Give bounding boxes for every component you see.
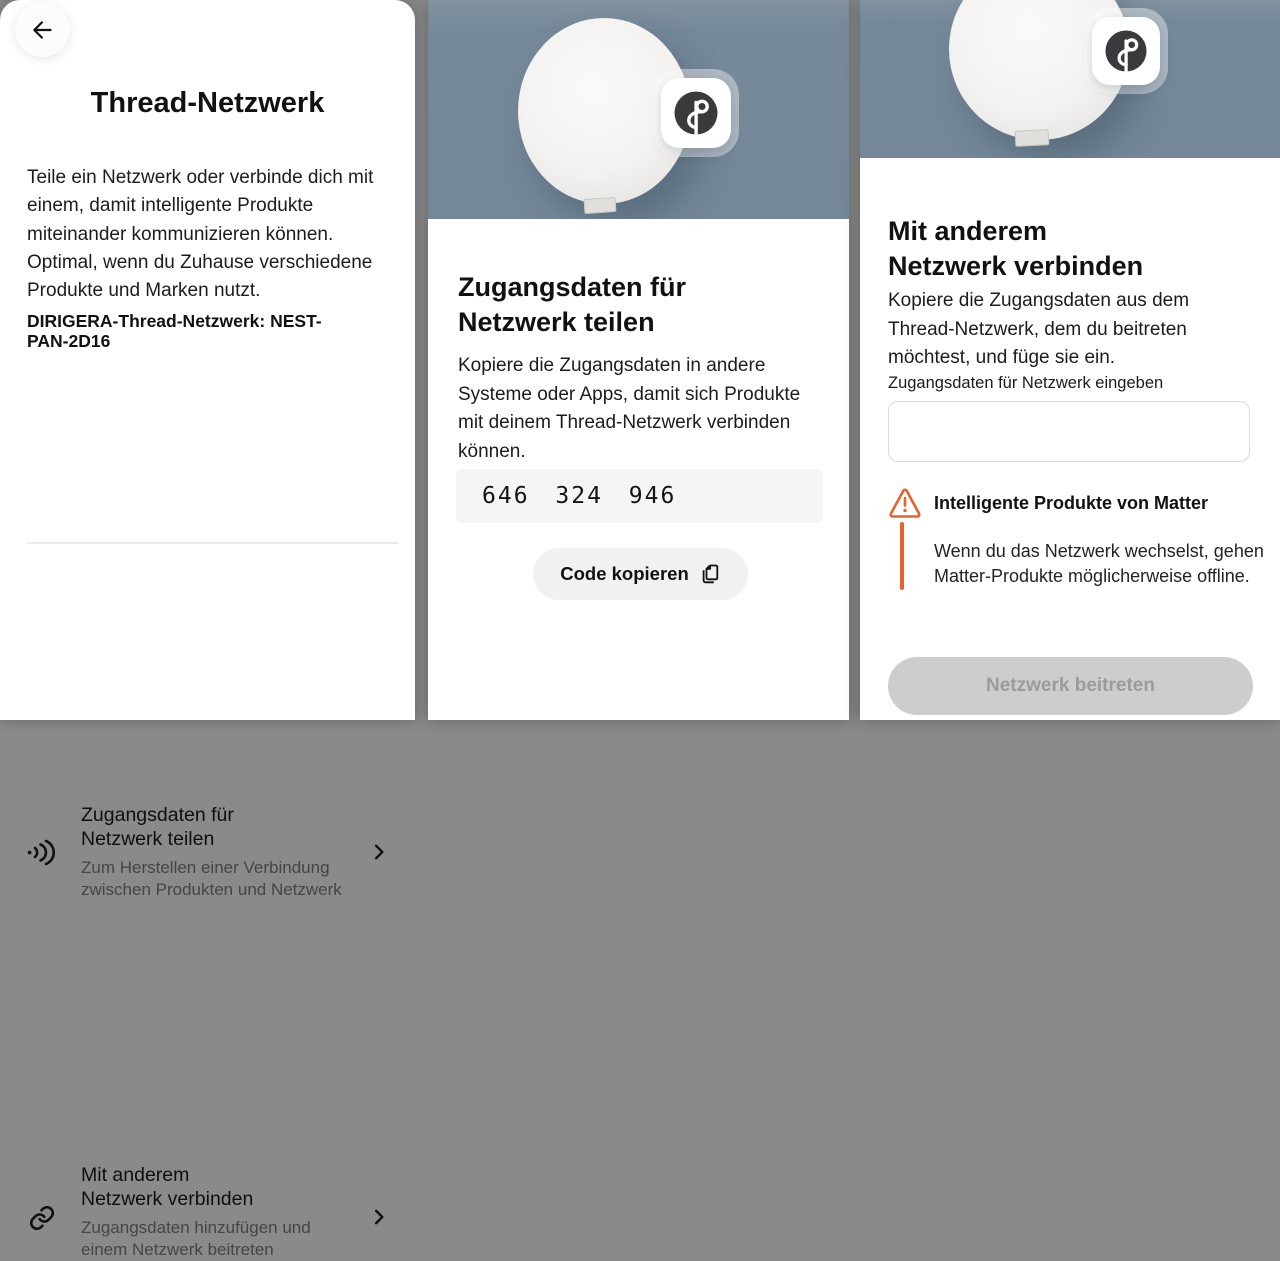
broadcast-waves-icon xyxy=(26,837,57,868)
screen-heading: Mit anderem Netzwerk verbinden xyxy=(888,216,1144,282)
hub-cable-tab xyxy=(584,197,617,214)
hub-hero-image xyxy=(860,0,1280,158)
menu-item-title: Zugangsdaten für Netzwerk teilen xyxy=(81,804,234,850)
menu-item-subtitle: Zugangsdaten hinzufügen und einem Netzwerk beitreten xyxy=(81,1218,311,1259)
hub-hero-image xyxy=(428,0,849,219)
copy-code-button[interactable] xyxy=(533,548,748,600)
screen-join-network xyxy=(860,0,1280,720)
link-icon xyxy=(28,1204,56,1232)
network-code-value: 646 324 946 xyxy=(482,483,677,509)
back-button[interactable] xyxy=(15,2,70,57)
screen-heading: Zugangsdaten für Netzwerk teilen xyxy=(458,272,686,338)
warning-title: Intelligente Produkte von Matter xyxy=(934,493,1209,513)
network-code-field xyxy=(456,469,823,523)
screen-description: Kopiere die Zugangsdaten aus dem Thread-Netzwerk, dem du beitreten möchtest, und füge sie ein. xyxy=(888,290,1190,368)
screen-share-credentials xyxy=(428,0,849,720)
chevron-right-icon xyxy=(369,842,389,862)
warning-body: Wenn du das Netzwerk wechselst, gehen Matter-Produkte möglicherweise offline. xyxy=(934,541,1264,586)
copy-icon xyxy=(699,563,721,585)
copy-code-button-label: Code kopieren xyxy=(560,563,689,584)
join-network-button[interactable]: Netzwerk beitreten xyxy=(888,657,1253,715)
menu-item-title: Mit anderem Netzwerk verbinden xyxy=(81,1164,254,1210)
chevron-right-icon xyxy=(369,1207,389,1227)
thread-logo-badge xyxy=(653,69,739,157)
warning-triangle-icon xyxy=(888,487,922,519)
network-description: Teile ein Netzwerk oder verbinde dich mit einem, damit intelligente Produkte miteinander kommunizieren können. Optimal, wenn du Zuhause verschiedene Produkte und Marken nutzt. xyxy=(27,167,374,302)
thread-logo-badge xyxy=(1084,8,1168,94)
screen-description: Kopiere die Zugangsdaten in andere Systeme oder Apps, damit sich Produkte mit deinem Thread-Netzwerk verbinden können. xyxy=(458,355,801,462)
menu-item-share-credentials[interactable] xyxy=(0,402,415,899)
thread-logo-icon xyxy=(1105,30,1147,72)
back-arrow-icon xyxy=(30,17,56,43)
thread-logo-icon xyxy=(674,91,718,135)
page-title: Thread-Netzwerk xyxy=(90,87,325,120)
hub-cable-tab xyxy=(1015,129,1050,147)
warning-accent-line xyxy=(900,522,904,590)
menu-item-subtitle: Zum Herstellen einer Verbindung zwischen Produkten und Netzwerk xyxy=(81,858,342,899)
screen-thread-network xyxy=(0,0,415,1259)
credentials-input[interactable] xyxy=(888,401,1250,462)
list-divider xyxy=(27,542,398,544)
network-id-label: DIRIGERA-Thread-Netzwerk: NEST-PAN-2D16 xyxy=(27,310,322,351)
credentials-input-label: Zugangsdaten für Netzwerk eingeben xyxy=(888,374,1164,392)
